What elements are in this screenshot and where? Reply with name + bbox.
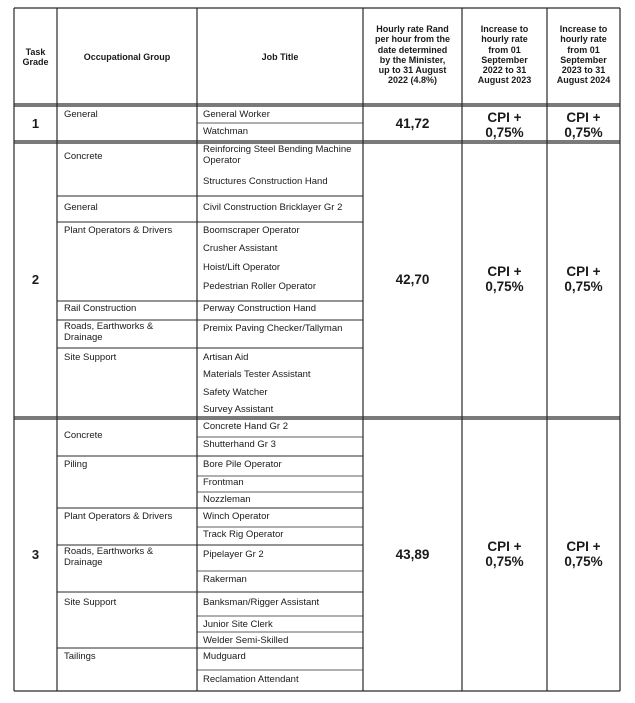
job-title: Pedestrian Roller Operator [203, 281, 316, 292]
occupational-group-name: Piling [64, 459, 88, 470]
job-title: Pipelayer Gr 2 [203, 549, 264, 560]
job-title: Frontman [203, 477, 244, 488]
job-title: General Worker [203, 109, 270, 120]
job-title: Track Rig Operator [203, 529, 284, 540]
header-occupational-group: Occupational Group [83, 52, 171, 62]
occupational-group-name: Roads, Earthworks & Drainage [64, 546, 154, 568]
grade-number: 3 [31, 547, 40, 562]
job-title: Safety Watcher [203, 387, 268, 398]
job-title: Premix Paving Checker/Tallyman [203, 323, 343, 334]
grade-number: 2 [31, 272, 40, 287]
occupational-group-name: Concrete [64, 430, 103, 441]
job-title: Artisan Aid [203, 352, 249, 363]
occupational-group-name: Plant Operators & Drivers [64, 511, 173, 522]
job-title: Crusher Assistant [203, 243, 278, 254]
occupational-group-name: General [64, 202, 98, 213]
job-title: Concrete Hand Gr 2 [203, 421, 289, 432]
grade-number: 1 [31, 115, 40, 131]
job-title: Junior Site Clerk [203, 619, 273, 630]
occupational-group-name: Concrete [64, 151, 103, 162]
header-increase-2023: Increase to hourly rate from 01 September 2022 to 31 August 2023 [477, 24, 532, 86]
job-title: Survey Assistant [203, 404, 274, 415]
job-title: Reinforcing Steel Bending Machine Operator [203, 144, 352, 166]
job-title: Structures Construction Hand [203, 176, 328, 187]
increase-2023-value: CPI + 0,75% [485, 264, 524, 294]
hourly-rate-value: 41,72 [395, 115, 430, 131]
job-title: Civil Construction Bricklayer Gr 2 [203, 202, 343, 213]
job-title: Welder Semi-Skilled [203, 635, 289, 646]
job-title: Reclamation Attendant [203, 674, 299, 685]
increase-2024-value: CPI + 0,75% [564, 264, 603, 294]
job-title: Watchman [203, 126, 249, 137]
hourly-rate-value: 42,70 [395, 272, 430, 287]
header-job-title: Job Title [261, 52, 299, 62]
occupational-group-name: Tailings [64, 651, 96, 662]
occupational-group-name: Site Support [64, 597, 117, 608]
job-title: Rakerman [203, 574, 247, 585]
header-task-grade: Task Grade [22, 47, 49, 68]
increase-2023-value: CPI + 0,75% [485, 539, 524, 569]
header-increase-2024: Increase to hourly rate from 01 September 2023 to 31 August 2024 [556, 24, 611, 86]
occupational-group-name: Rail Construction [64, 303, 137, 314]
occupational-group-name: Site Support [64, 352, 117, 363]
header-hourly-rate: Hourly rate Rand per hour from the date determined by the Minister, up to 31 August 2022 (4.8%) [374, 24, 450, 86]
occupational-group-name: General [64, 109, 98, 120]
job-title: Mudguard [203, 651, 246, 662]
increase-2024-value: CPI + 0,75% [564, 110, 603, 140]
job-title: Winch Operator [203, 511, 270, 522]
occupational-group-name: Roads, Earthworks & Drainage [64, 321, 154, 343]
job-title: Bore Pile Operator [203, 459, 282, 470]
increase-2024-value: CPI + 0,75% [564, 539, 603, 569]
job-title: Hoist/Lift Operator [203, 262, 281, 273]
job-title: Shutterhand Gr 3 [203, 439, 276, 450]
job-title: Perway Construction Hand [203, 303, 316, 314]
job-title: Banksman/Rigger Assistant [203, 597, 320, 608]
increase-2023-value: CPI + 0,75% [485, 110, 524, 140]
job-title: Materials Tester Assistant [203, 369, 311, 380]
hourly-rate-value: 43,89 [395, 547, 430, 562]
job-title: Boomscraper Operator [203, 225, 300, 236]
occupational-group-name: Plant Operators & Drivers [64, 225, 173, 236]
job-title: Nozzleman [203, 494, 251, 505]
